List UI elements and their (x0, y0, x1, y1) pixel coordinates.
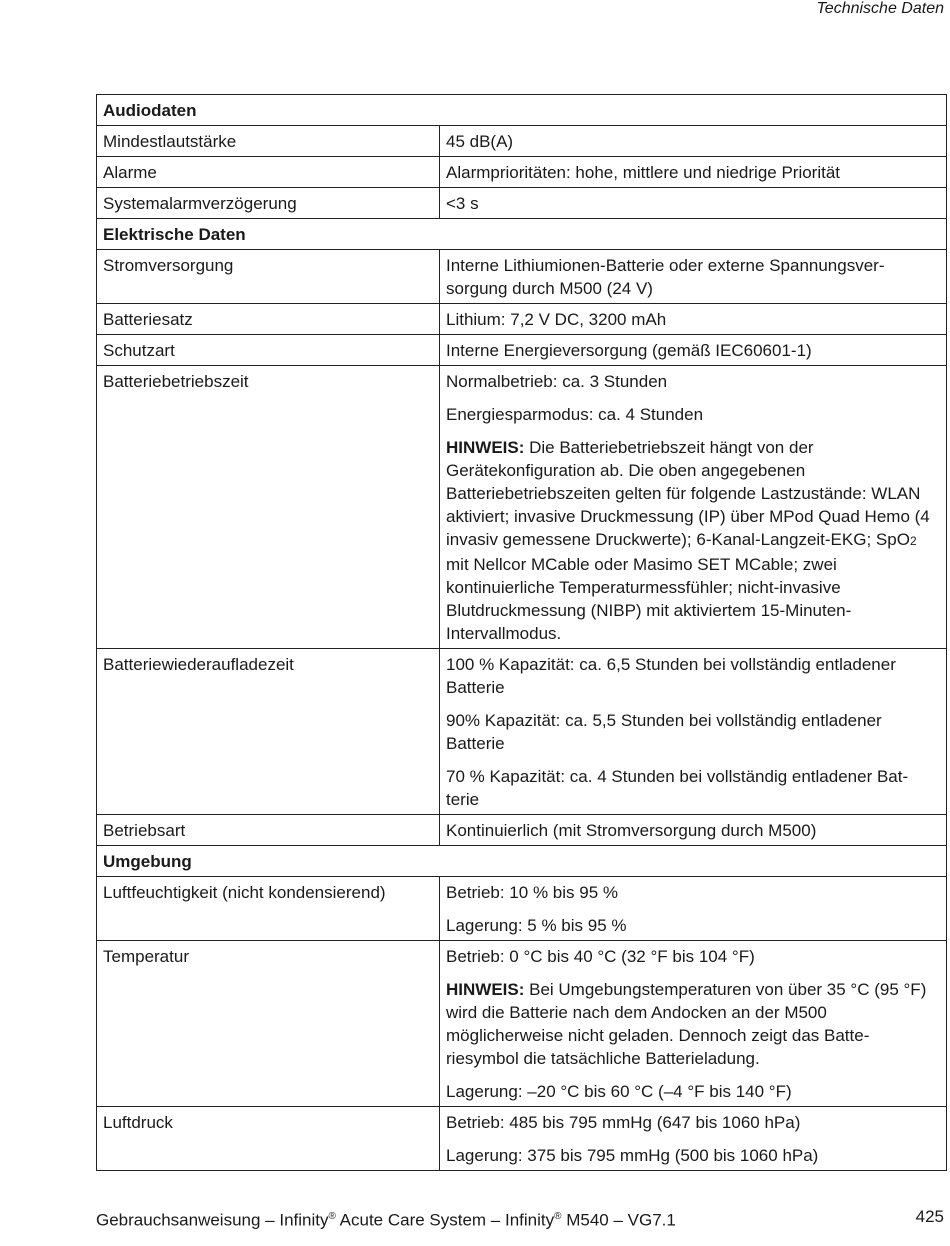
spec-table (96, 94, 947, 1171)
row-value (440, 877, 947, 941)
pressure-storage: Lagerung: 375 bis 795 mmHg (500 bis 1060 hPa) (446, 1146, 819, 1165)
table-row (97, 649, 947, 815)
row-label: Luftdruck (97, 1107, 440, 1171)
section-row-electrical (97, 219, 947, 250)
row-value: Alarmprioritäten: hohe, mittlere und niedrige Priorität (440, 157, 947, 188)
row-value (440, 1107, 947, 1171)
note-text: Die Batteriebetriebszeit hängt von der Gerätekonfiguration ab. Die oben angegebenen Batteriebetriebszeiten gelten für folgende Lastzustände: WLAN aktiviert; invasive Druckmessung (IP) über MPod Quad Hemo (4 invasiv gemessene Druckwerte); 6-Kanal-Langzeit-EKG; SpO (446, 438, 930, 549)
recharge-90: 90% Kapazität: ca. 5,5 Stunden bei vollständig entladener Batterie (446, 711, 882, 753)
row-value: <3 s (440, 188, 947, 219)
row-value: Interne Lithiumionen-Batterie oder externe Spannungsver-sorgung durch M500 (24 V) (440, 250, 947, 304)
row-label: Schutzart (97, 335, 440, 366)
footer-text: Acute Care System – Infinity (335, 1210, 555, 1230)
row-label: Luftfeuchtigkeit (nicht kondensierend) (97, 877, 440, 941)
row-label: Mindestlautstärke (97, 126, 440, 157)
row-value (440, 366, 947, 649)
section-heading-environment: Umgebung (97, 846, 947, 877)
row-label: Batteriewiederaufladezeit (97, 649, 440, 815)
table-row (97, 335, 947, 366)
table-row (97, 157, 947, 188)
recharge-100: 100 % Kapazität: ca. 6,5 Stunden bei vollständig entladener Batterie (446, 655, 896, 697)
row-value: Kontinuierlich (mit Stromversorgung durch M500) (440, 815, 947, 846)
row-value: Lithium: 7,2 V DC, 3200 mAh (440, 304, 947, 335)
section-heading-audio: Audiodaten (97, 95, 947, 126)
row-label: Alarme (97, 157, 440, 188)
row-label: Stromversorgung (97, 250, 440, 304)
note-text: mit Nellcor MCable oder Masimo SET MCable; zwei kontinuierliche Temperaturmessfühler; nicht-invasive Blutdruckmessung (NIBP) mit aktiviertem 15-Minuten-Intervallmodus. (446, 555, 852, 643)
table-row (97, 126, 947, 157)
footer-document-title (96, 1206, 676, 1232)
table-row (97, 188, 947, 219)
row-label: Betriebsart (97, 815, 440, 846)
temperature-storage: Lagerung: –20 °C bis 60 °C (–4 °F bis 140 °F) (446, 1082, 792, 1101)
runtime-eco: Energiesparmodus: ca. 4 Stunden (446, 405, 704, 424)
section-row-audio (97, 95, 947, 126)
pressure-operation: Betrieb: 485 bis 795 mmHg (647 bis 1060 hPa) (446, 1113, 801, 1132)
row-label: Systemalarmverzögerung (97, 188, 440, 219)
recharge-70: 70 % Kapazität: ca. 4 Stunden bei vollständig entladener Bat-terie (446, 767, 909, 809)
table-row (97, 366, 947, 649)
section-row-environment (97, 846, 947, 877)
humidity-storage: Lagerung: 5 % bis 95 % (446, 916, 627, 935)
note-keyword: HINWEIS: (446, 438, 525, 457)
runtime-note (446, 436, 940, 645)
row-label: Temperatur (97, 941, 440, 1107)
registered-mark: ® (328, 1211, 336, 1222)
table-row (97, 1107, 947, 1171)
registered-mark: ® (554, 1211, 562, 1222)
row-value (440, 649, 947, 815)
table-row (97, 815, 947, 846)
row-label: Batteriesatz (97, 304, 440, 335)
temperature-operation: Betrieb: 0 °C bis 40 °C (32 °F bis 104 °F) (446, 947, 755, 966)
humidity-operation: Betrieb: 10 % bis 95 % (446, 883, 618, 902)
row-value (440, 941, 947, 1107)
table-row (97, 304, 947, 335)
row-value: Interne Energieversorgung (gemäß IEC60601-1) (440, 335, 947, 366)
table-row (97, 250, 947, 304)
subscript-2: 2 (909, 534, 917, 548)
temperature-note (446, 978, 940, 1070)
page-number: 425 (915, 1207, 944, 1226)
note-text: Bei Umgebungstemperaturen von über 35 °C (95 °F) wird die Batterie nach dem Andocken an der M500 möglicherweise nicht geladen. Dennoch zeigt das Batte-riesymbol die tatsächliche Batterieladung. (446, 980, 927, 1068)
table-row (97, 877, 947, 941)
footer-text: M540 – VG7.1 (561, 1210, 676, 1230)
running-header: Technische Daten (816, 0, 944, 17)
row-value: 45 dB(A) (440, 126, 947, 157)
footer-text: Gebrauchsanweisung – Infinity (96, 1210, 329, 1230)
section-heading-electrical: Elektrische Daten (97, 219, 947, 250)
table-row (97, 941, 947, 1107)
row-label: Batteriebetriebszeit (97, 366, 440, 649)
note-keyword: HINWEIS: (446, 980, 525, 999)
runtime-normal: Normalbetrieb: ca. 3 Stunden (446, 372, 668, 391)
